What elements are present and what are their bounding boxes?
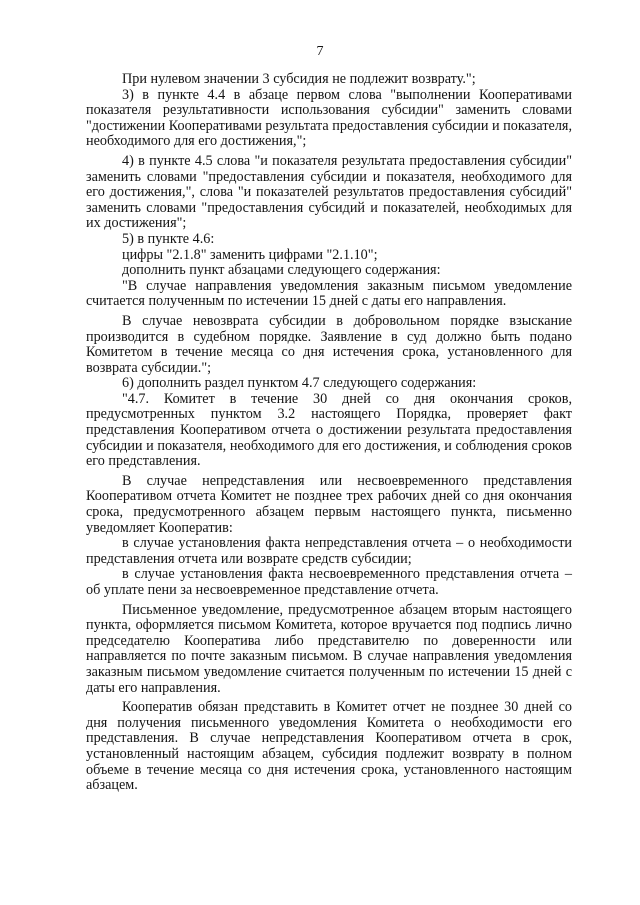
paragraph: "4.7. Комитет в течение 30 дней со дня окончания сроков, предусмотренных пунктом 3.2 настоящего Порядка, проверяет факт представления Кооперативом отчета о достижении результата предоставления субсидии и показателя, необходимого для его достижения, и соблюдения сроков его представления. xyxy=(86,390,572,470)
paragraph: Письменное уведомление, предусмотренное абзацем вторым настоящего пункта, оформляется письмом Комитета, которое вручается под подпись лично председателю Кооператива либо представителю по доверенности или направляется по почте заказным письмом. В случае направления уведомления заказным письмом уведомление считается полученным по истечении 15 дней с даты его направления. xyxy=(86,601,572,696)
paragraph: В случае непредставления или несвоевременного представления Кооперативом отчета Комитет не позднее трех рабочих дней со дня окончания срока, предусмотренного абзацем первым настоящего пункта, письменно уведомляет Кооператив: xyxy=(86,472,572,536)
paragraph: В случае невозврата субсидии в добровольном порядке взыскание производится в судебном порядке. Заявление в суд должно быть подано Комитетом в течение месяца со дня истечения срока, установленного для возврата субсидии."; xyxy=(86,312,572,376)
paragraph: дополнить пункт абзацами следующего содержания: xyxy=(122,262,441,279)
paragraph: в случае установления факта несвоевременного представления отчета – об уплате пени за несвоевременное представление отчета. xyxy=(86,566,572,598)
page-number: 7 xyxy=(316,44,324,59)
paragraph: Кооператив обязан представить в Комитет отчет не позднее 30 дней со дня получения письменного уведомления Комитета о необходимости его представления. В случае непредставления Кооперативом отчета в срок, установленный настоящим абзацем, субсидия подлежит возврату в полном объеме в течение месяца со дня истечения срока, установленного настоящим абзацем. xyxy=(86,699,572,794)
paragraph: 5) в пункте 4.6: xyxy=(122,230,215,247)
document-body xyxy=(86,72,572,794)
paragraph: 6) дополнить раздел пунктом 4.7 следующего содержания: xyxy=(122,375,477,392)
paragraph: цифры "2.1.8" заменить цифрами "2.1.10"; xyxy=(122,246,378,263)
paragraph: в случае установления факта непредставления отчета – о необходимости представления отчета или возврате средств субсидии; xyxy=(86,535,572,567)
paragraph: "В случае направления уведомления заказным письмом уведомление считается полученным по истечении 15 дней с даты его направления. xyxy=(86,277,572,310)
paragraph: 4) в пункте 4.5 слова "и показателя результата предоставления субсидии" заменить словами "предоставления субсидии и показателя, необходимого для его достижения,", слова "и показателей результатов предоставления субсидий" заменить словами "предоставления субсидий и показателей, необходимых для их достижения"; xyxy=(86,152,572,232)
paragraph: 3) в пункте 4.4 в абзаце первом слова "выполнении Кооперативами показателя результативности использования субсидии" заменить словами "достижении Кооперативами результата предоставления субсидии и показателя, необходимого для его достижения,"; xyxy=(86,86,572,150)
paragraph: При нулевом значении 3 субсидия не подлежит возврату."; xyxy=(122,71,476,87)
